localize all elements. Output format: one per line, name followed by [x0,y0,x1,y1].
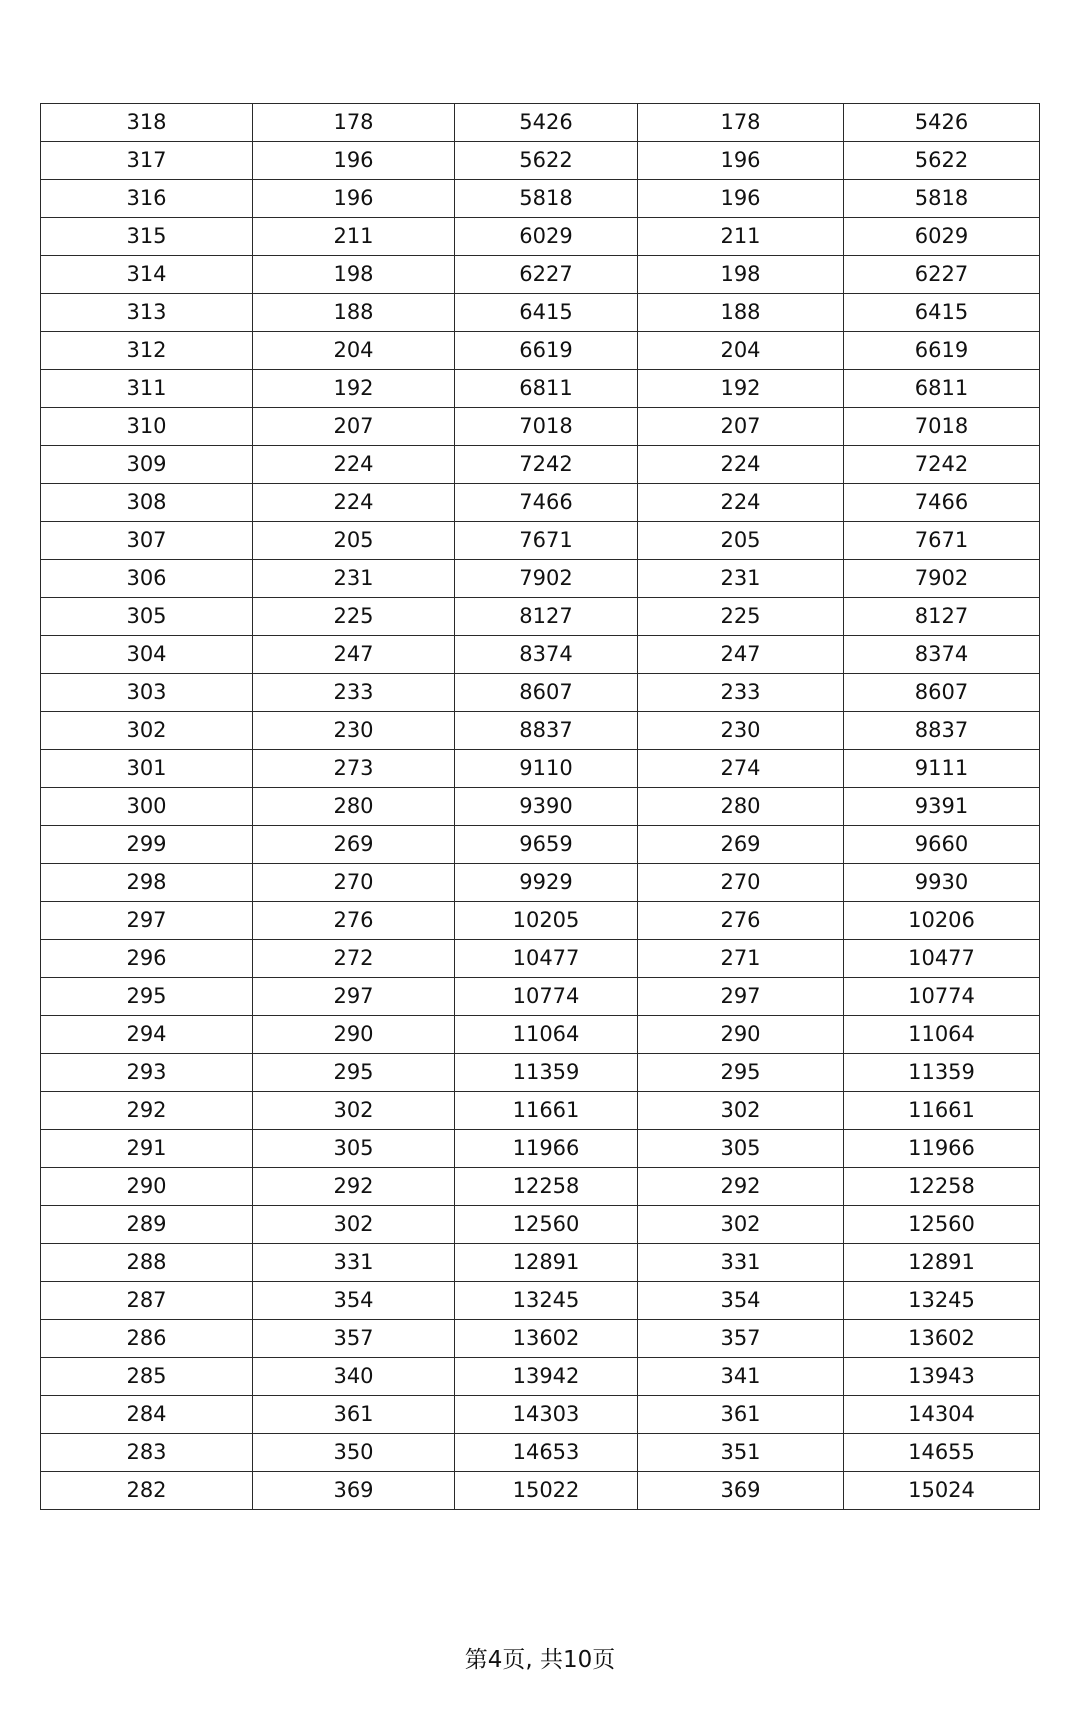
table-row [41,1472,1040,1510]
table-cell: 295 [638,1054,844,1092]
table-cell: 8127 [844,598,1040,636]
table-cell: 207 [253,408,455,446]
table-cell: 5426 [455,104,638,142]
table-row [41,978,1040,1016]
table-cell: 5622 [455,142,638,180]
table-cell: 12891 [455,1244,638,1282]
table-cell: 224 [638,446,844,484]
table-cell: 224 [253,446,455,484]
table-cell: 11064 [455,1016,638,1054]
table-cell: 12891 [844,1244,1040,1282]
table-cell: 225 [638,598,844,636]
table-cell: 10774 [455,978,638,1016]
table-cell: 8607 [844,674,1040,712]
table-cell: 6811 [844,370,1040,408]
table-cell: 297 [41,902,253,940]
table-cell: 361 [253,1396,455,1434]
table-cell: 207 [638,408,844,446]
table-cell: 302 [253,1206,455,1244]
table-row [41,408,1040,446]
table-row [41,902,1040,940]
table-cell: 13942 [455,1358,638,1396]
table-cell: 6029 [455,218,638,256]
table-cell: 287 [41,1282,253,1320]
table-cell: 291 [41,1130,253,1168]
table-cell: 7018 [844,408,1040,446]
table-row [41,674,1040,712]
table-cell: 224 [638,484,844,522]
table-cell: 313 [41,294,253,332]
table-cell: 285 [41,1358,253,1396]
table-cell: 247 [253,636,455,674]
table-cell: 296 [41,940,253,978]
table-cell: 273 [253,750,455,788]
table-row [41,560,1040,598]
table-row [41,256,1040,294]
table-cell: 7671 [844,522,1040,560]
table-cell: 225 [253,598,455,636]
table-cell: 283 [41,1434,253,1472]
table-cell: 280 [253,788,455,826]
table-cell: 7671 [455,522,638,560]
table-cell: 205 [253,522,455,560]
table-cell: 13602 [844,1320,1040,1358]
table-cell: 14304 [844,1396,1040,1434]
table-cell: 14653 [455,1434,638,1472]
table-cell: 269 [253,826,455,864]
table-row [41,142,1040,180]
table-cell: 198 [253,256,455,294]
table-cell: 361 [638,1396,844,1434]
table-cell: 8837 [455,712,638,750]
table-cell: 6811 [455,370,638,408]
table-cell: 6227 [844,256,1040,294]
table-cell: 300 [41,788,253,826]
table-cell: 192 [638,370,844,408]
table-cell: 369 [638,1472,844,1510]
table-cell: 230 [638,712,844,750]
table-cell: 297 [253,978,455,1016]
table-cell: 13245 [844,1282,1040,1320]
table-cell: 9390 [455,788,638,826]
table-cell: 14303 [455,1396,638,1434]
table-cell: 293 [41,1054,253,1092]
table-cell: 5622 [844,142,1040,180]
table-cell: 7466 [844,484,1040,522]
table-cell: 340 [253,1358,455,1396]
table-cell: 312 [41,332,253,370]
table-cell: 204 [638,332,844,370]
table-cell: 11966 [844,1130,1040,1168]
table-cell: 9930 [844,864,1040,902]
table-cell: 271 [638,940,844,978]
table-cell: 292 [41,1092,253,1130]
table-cell: 317 [41,142,253,180]
table-cell: 12258 [844,1168,1040,1206]
table-cell: 13245 [455,1282,638,1320]
table-row [41,1244,1040,1282]
table-cell: 15022 [455,1472,638,1510]
table-cell: 276 [253,902,455,940]
table-cell: 15024 [844,1472,1040,1510]
table-cell: 304 [41,636,253,674]
table-row [41,1092,1040,1130]
table-cell: 196 [253,180,455,218]
table-cell: 308 [41,484,253,522]
table-row [41,636,1040,674]
table-cell: 292 [253,1168,455,1206]
score-table-body [41,104,1040,1510]
table-cell: 270 [253,864,455,902]
table-cell: 294 [41,1016,253,1054]
table-cell: 5426 [844,104,1040,142]
table-cell: 10774 [844,978,1040,1016]
table-row [41,1282,1040,1320]
table-cell: 192 [253,370,455,408]
table-cell: 7242 [844,446,1040,484]
table-cell: 290 [253,1016,455,1054]
table-cell: 369 [253,1472,455,1510]
table-row [41,484,1040,522]
table-row [41,1206,1040,1244]
table-cell: 331 [638,1244,844,1282]
table-cell: 211 [638,218,844,256]
table-cell: 288 [41,1244,253,1282]
table-cell: 204 [253,332,455,370]
table-cell: 12560 [844,1206,1040,1244]
table-row [41,712,1040,750]
table-cell: 302 [253,1092,455,1130]
table-cell: 5818 [844,180,1040,218]
table-cell: 9929 [455,864,638,902]
table-cell: 289 [41,1206,253,1244]
page-number-footer: 第4页, 共10页 [464,1647,616,1673]
table-row [41,218,1040,256]
table-cell: 350 [253,1434,455,1472]
table-cell: 314 [41,256,253,294]
table-cell: 303 [41,674,253,712]
table-cell: 302 [638,1092,844,1130]
table-row [41,1320,1040,1358]
table-cell: 302 [638,1206,844,1244]
table-cell: 211 [253,218,455,256]
table-row [41,294,1040,332]
table-row [41,1130,1040,1168]
table-cell: 269 [638,826,844,864]
table-row [41,1434,1040,1472]
table-cell: 310 [41,408,253,446]
table-row [41,864,1040,902]
table-cell: 305 [253,1130,455,1168]
table-cell: 196 [638,180,844,218]
table-cell: 351 [638,1434,844,1472]
table-cell: 8374 [455,636,638,674]
table-cell: 284 [41,1396,253,1434]
table-cell: 13943 [844,1358,1040,1396]
table-cell: 188 [638,294,844,332]
table-cell: 6029 [844,218,1040,256]
table-cell: 178 [253,104,455,142]
table-cell: 10206 [844,902,1040,940]
table-cell: 302 [41,712,253,750]
table-cell: 8607 [455,674,638,712]
table-cell: 354 [253,1282,455,1320]
table-cell: 7466 [455,484,638,522]
table-cell: 13602 [455,1320,638,1358]
table-cell: 7242 [455,446,638,484]
table-row [41,826,1040,864]
table-cell: 306 [41,560,253,598]
table-cell: 276 [638,902,844,940]
table-row [41,940,1040,978]
table-cell: 7902 [455,560,638,598]
table-cell: 274 [638,750,844,788]
table-row [41,1168,1040,1206]
table-cell: 198 [638,256,844,294]
table-cell: 7018 [455,408,638,446]
table-cell: 196 [253,142,455,180]
table-cell: 6619 [455,332,638,370]
table-cell: 292 [638,1168,844,1206]
table-cell: 188 [253,294,455,332]
table-cell: 295 [253,1054,455,1092]
table-cell: 231 [638,560,844,598]
table-cell: 299 [41,826,253,864]
table-cell: 9111 [844,750,1040,788]
table-row [41,180,1040,218]
table-cell: 316 [41,180,253,218]
table-cell: 307 [41,522,253,560]
table-cell: 309 [41,446,253,484]
table-cell: 10477 [455,940,638,978]
table-cell: 10205 [455,902,638,940]
table-cell: 231 [253,560,455,598]
table-cell: 290 [41,1168,253,1206]
table-cell: 196 [638,142,844,180]
table-cell: 9660 [844,826,1040,864]
table-row [41,1396,1040,1434]
table-cell: 11661 [455,1092,638,1130]
table-cell: 9391 [844,788,1040,826]
table-cell: 6227 [455,256,638,294]
table-cell: 11064 [844,1016,1040,1054]
table-cell: 280 [638,788,844,826]
table-cell: 357 [253,1320,455,1358]
table-row [41,332,1040,370]
table-cell: 224 [253,484,455,522]
table-cell: 8837 [844,712,1040,750]
table-cell: 11359 [455,1054,638,1092]
table-cell: 6619 [844,332,1040,370]
table-cell: 305 [638,1130,844,1168]
table-cell: 14655 [844,1434,1040,1472]
table-cell: 11966 [455,1130,638,1168]
table-cell: 297 [638,978,844,1016]
table-cell: 270 [638,864,844,902]
table-cell: 354 [638,1282,844,1320]
table-cell: 10477 [844,940,1040,978]
table-cell: 305 [41,598,253,636]
table-row [41,598,1040,636]
table-cell: 290 [638,1016,844,1054]
table-cell: 282 [41,1472,253,1510]
table-row [41,788,1040,826]
table-cell: 8127 [455,598,638,636]
table-cell: 11359 [844,1054,1040,1092]
table-cell: 295 [41,978,253,1016]
table-row [41,370,1040,408]
table-row [41,522,1040,560]
table-cell: 6415 [455,294,638,332]
table-cell: 233 [638,674,844,712]
table-cell: 9659 [455,826,638,864]
table-cell: 8374 [844,636,1040,674]
table-cell: 12560 [455,1206,638,1244]
table-cell: 233 [253,674,455,712]
table-cell: 272 [253,940,455,978]
table-cell: 9110 [455,750,638,788]
table-row [41,1054,1040,1092]
table-row [41,104,1040,142]
table-cell: 230 [253,712,455,750]
table-cell: 298 [41,864,253,902]
table-cell: 5818 [455,180,638,218]
table-row [41,750,1040,788]
table-cell: 205 [638,522,844,560]
table-row [41,1358,1040,1396]
table-cell: 331 [253,1244,455,1282]
table-cell: 247 [638,636,844,674]
table-cell: 318 [41,104,253,142]
table-cell: 341 [638,1358,844,1396]
table-cell: 301 [41,750,253,788]
table-cell: 178 [638,104,844,142]
score-table [40,103,1040,1510]
table-row [41,446,1040,484]
table-cell: 357 [638,1320,844,1358]
table-row [41,1016,1040,1054]
table-cell: 286 [41,1320,253,1358]
table-cell: 315 [41,218,253,256]
table-cell: 7902 [844,560,1040,598]
table-cell: 6415 [844,294,1040,332]
table-cell: 12258 [455,1168,638,1206]
table-cell: 311 [41,370,253,408]
table-cell: 11661 [844,1092,1040,1130]
